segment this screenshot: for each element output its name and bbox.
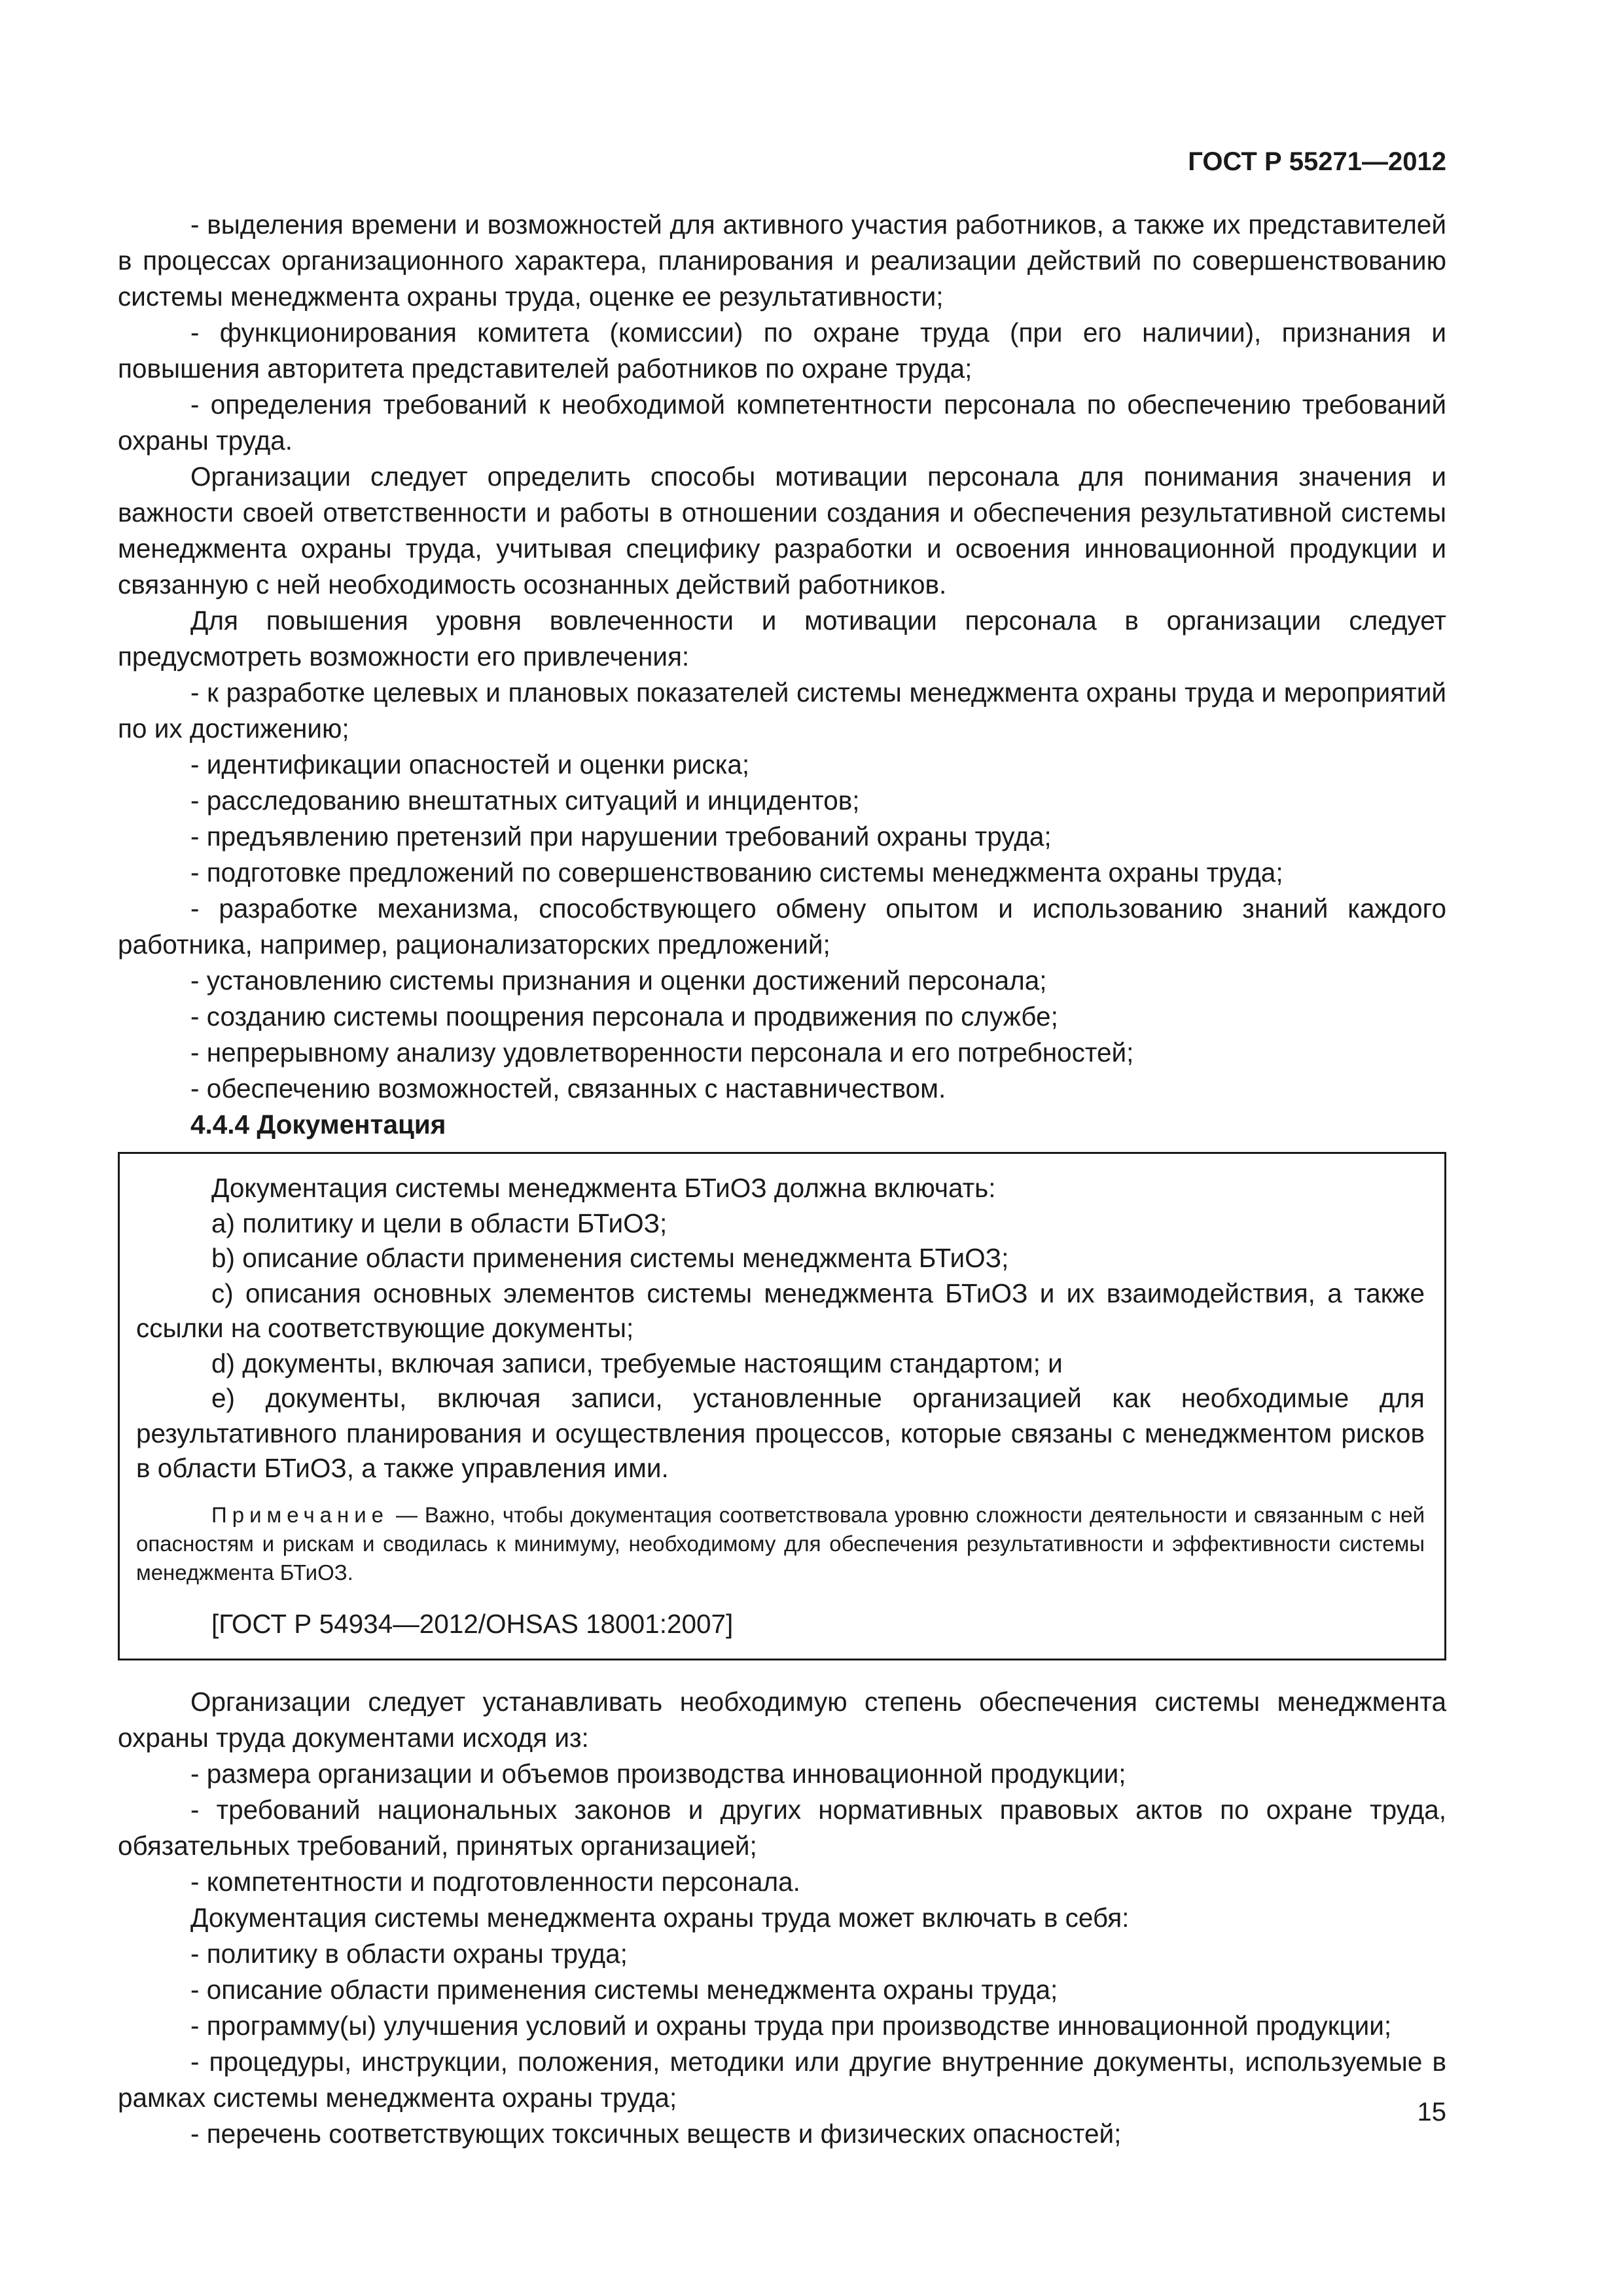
paragraph: - функционирования комитета (комиссии) по охране труда (при его наличии), признания и повышения авторитета представителей работников по охране труда; (118, 317, 1446, 384)
paragraph: - процедуры, инструкции, положения, методики или другие внутренние документы, используемые в рамках системы менеджмента охраны труда; (118, 2047, 1446, 2113)
frame-item: e) документы, включая записи, установленные организацией как необходимые для результативного планирования и осуществления процессов, которые связаны с менеджментом рисков в области БТиОЗ, а также управления ими. (136, 1383, 1425, 1483)
paragraph: - обеспечению возможностей, связанных с наставничеством. (190, 1073, 946, 1103)
paragraph: - разработке механизма, способствующего обмену опытом и использованию знаний каждого работника, например, рационализаторских предложений; (118, 893, 1446, 960)
paragraph: - расследованию внештатных ситуаций и инцидентов; (190, 785, 860, 816)
bottom-text (118, 1684, 1446, 2152)
section-number: 4.4.4 (190, 1109, 250, 1139)
paragraph: - описание области применения системы менеджмента охраны труда; (190, 1975, 1058, 2005)
standard-reference: [ГОСТ Р 54934—2012/OHSAS 18001:2007] (211, 1608, 734, 1639)
frame-item: Документация системы менеджмента БТиОЗ должна включать: (211, 1173, 996, 1203)
paragraph: - идентификации опасностей и оценки риска; (190, 749, 750, 780)
paragraph: - непрерывному анализу удовлетворенности персонала и его потребностей; (190, 1037, 1134, 1067)
frame-item: d) документы, включая записи, требуемые настоящим стандартом; и (211, 1348, 1063, 1378)
frame-item: b) описание области применения системы менеджмента БТиОЗ; (211, 1243, 1009, 1273)
paragraph: - политику в области охраны труда; (190, 1939, 628, 1969)
paragraph: - программу(ы) улучшения условий и охраны труда при производстве инновационной продукции; (190, 2011, 1392, 2041)
paragraph: Организации следует устанавливать необходимую степень обеспечения системы менеджмента охраны труда документами исходя из: (118, 1687, 1446, 1753)
top-text (118, 207, 1446, 1107)
section-heading (118, 1107, 1446, 1143)
quoted-requirement-frame (118, 1152, 1446, 1660)
paragraph: - требований национальных законов и других нормативных правовых актов по охране труда, обязательных требований, принятых организацией; (118, 1795, 1446, 1861)
paragraph: - определения требований к необходимой компетентности персонала по обеспечению требований охраны труда. (118, 389, 1446, 456)
paragraph: - подготовке предложений по совершенствованию системы менеджмента охраны труда; (190, 857, 1283, 888)
note-text: — Важно, чтобы документация соответствовала уровню сложности деятельности и связанным с ней опасностям и рискам и сводилась к минимуму, необходимому для обеспечения результативности и эффективности системы менеджмента БТиОЗ. (136, 1502, 1425, 1585)
paragraph: - созданию системы поощрения персонала и продвижения по службе; (190, 1001, 1058, 1031)
note-label: Примечание (211, 1502, 389, 1527)
paragraph: Для повышения уровня вовлеченности и мотивации персонала в организации следует предусмотреть возможности его привлечения: (118, 605, 1446, 672)
page-number: 15 (1417, 2098, 1446, 2126)
paragraph: - перечень соответствующих токсичных веществ и физических опасностей; (190, 2119, 1122, 2149)
paragraph: - выделения времени и возможностей для активного участия работников, а также их представителей в процессах организационного характера, планирования и реализации действий по совершенствованию системы менеджмента охраны труда, оценке ее результативности; (118, 209, 1446, 312)
frame-item: c) описания основных элементов системы менеджмента БТиОЗ и их взаимодействия, а также ссылки на соответствующие документы; (136, 1278, 1425, 1343)
document-code: ГОСТ Р 55271—2012 (1188, 147, 1446, 176)
paragraph: - предъявлению претензий при нарушении требований охраны труда; (190, 821, 1052, 852)
frame-item: a) политику и цели в области БТиОЗ; (211, 1208, 668, 1238)
paragraph: - размера организации и объемов производства инновационной продукции; (190, 1759, 1126, 1789)
paragraph: Организации следует определить способы мотивации персонала для понимания значения и важности своей ответственности и работы в отношении создания и обеспечения результативной системы менеджмента охраны труда, учитывая специфику разработки и освоения инновационной продукции и связанную с ней необходимость осознанных действий работников. (118, 461, 1446, 600)
note (136, 1501, 1425, 1587)
paragraph: Документация системы менеджмента охраны труда может включать в себя: (190, 1903, 1130, 1933)
paragraph: - к разработке целевых и плановых показателей системы менеджмента охраны труда и мероприятий по их достижению; (118, 677, 1446, 744)
paragraph: - установлению системы признания и оценки достижений персонала; (190, 965, 1047, 996)
paragraph: - компетентности и подготовленности персонала. (190, 1867, 800, 1897)
document-page (118, 144, 1446, 2152)
section-title: Документация (257, 1109, 446, 1139)
